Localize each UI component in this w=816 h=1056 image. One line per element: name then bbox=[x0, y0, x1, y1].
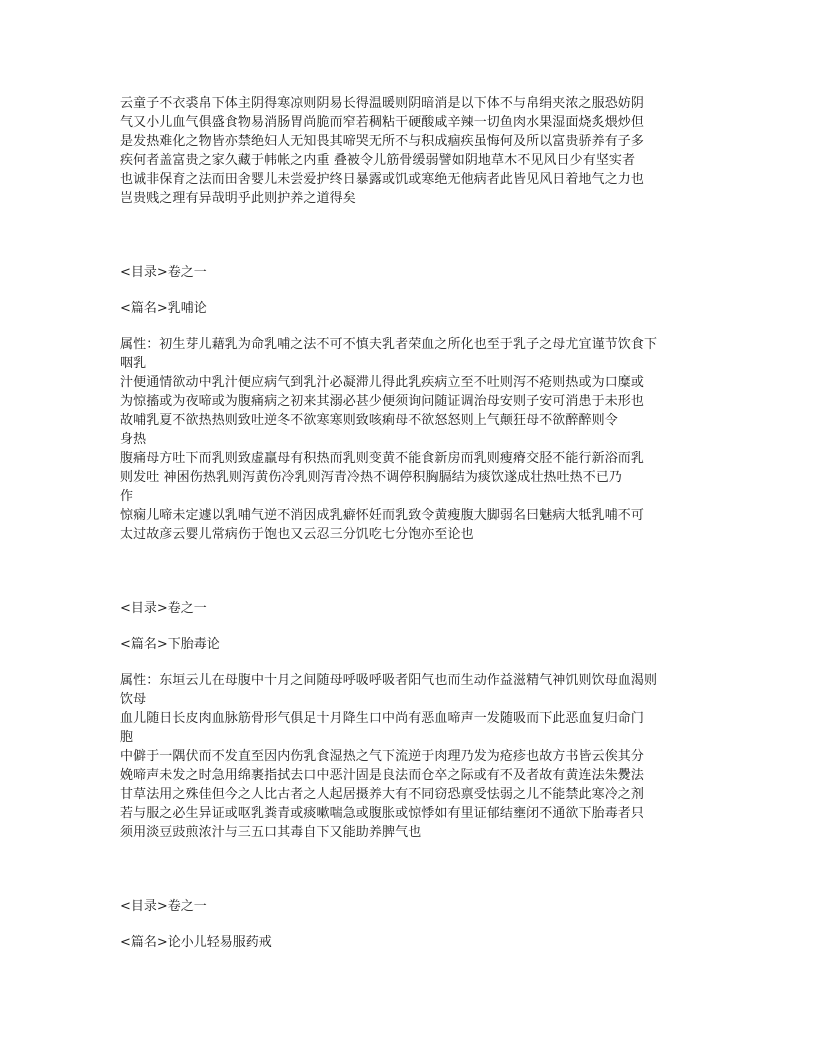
text-line: 若与服之必生异证或呕乳粪青或痰嗽喘急或腹胀或惊悸如有里证郁结壅闭不通欲下胎毒者只 bbox=[120, 806, 645, 821]
section-body bbox=[120, 335, 700, 544]
text-line: 汁便通情欲动中乳汁便应病气到乳汁必凝滞儿得此乳疾病立至不吐则泻不疮则热或为口糜或 bbox=[120, 375, 645, 390]
text-line: 岂贵贱之理有异哉明乎此则护养之道得矣 bbox=[120, 191, 356, 206]
catalog-heading: <目录>卷之一 bbox=[120, 265, 207, 280]
text-line: 腹痛母方吐下而乳则致虚羸母有积热而乳则变黄不能食新房而乳则瘦瘠交胫不能行新浴而乳 bbox=[120, 451, 645, 466]
text-line: 作 bbox=[120, 489, 134, 504]
text-line: 中僻于一隅伏而不发直至因内伤乳食湿热之气下流逆于肉理乃发为疮疹也故方书皆云俟其分 bbox=[120, 749, 645, 764]
catalog-heading: <目录>卷之一 bbox=[120, 899, 207, 914]
text-line: 咽乳 bbox=[120, 356, 147, 371]
text-line: 属性：东垣云儿在母腹中十月之间随母呼吸呼吸者阳气也而生动作益滋精气神饥则饮母血渴则 bbox=[120, 673, 658, 688]
chapter-title: <篇名>论小儿轻易服药戒 bbox=[120, 935, 272, 950]
text-line: 甘草法用之殊佳但今之人比古者之人起居摄养大有不同窃恐禀受怯弱之儿不能禁此寒冷之剂 bbox=[120, 787, 645, 802]
text-line: 娩啼声未发之时急用绵裹指拭去口中恶汁固是良法而仓卒之际或有不及者故有黄连法朱㸑法 bbox=[120, 768, 645, 783]
text-line: 太过故彦云婴儿常病伤于饱也又云忍三分饥吃七分饱亦至论也 bbox=[120, 527, 474, 542]
chapter-title: <篇名>乳哺论 bbox=[120, 301, 207, 316]
text-line: 血儿随日长皮肉血脉筋骨形气俱足十月降生口中尚有恶血啼声一发随吸而下此恶血复归命门 bbox=[120, 711, 645, 726]
text-line: 为惊搐或为夜啼或为腹痛病之初来其溺必甚少便须询问随证调治母安则子安可消患于未形也 bbox=[120, 394, 645, 409]
text-line: 则发吐 神困伤热乳则泻黄伤冷乳则泻青冷热不调停积胸膈结为痰饮遂成壮热吐热不已乃 bbox=[120, 470, 623, 485]
document-page bbox=[120, 94, 700, 952]
section-body bbox=[120, 671, 700, 842]
chapter-title: <篇名>下胎毒论 bbox=[120, 637, 220, 652]
text-line: 是发热难化之物皆亦禁绝妇人无知畏其啼哭无所不与积成痼疾虽悔何及所以富贵骄养有子多 bbox=[120, 134, 645, 149]
catalog-heading: <目录>卷之一 bbox=[120, 601, 207, 616]
text-line: 云童子不衣裘帛下体主阴得寒凉则阴易长得温暖则阴暗消是以下体不与帛绢夹浓之服恐妨阴 bbox=[120, 96, 645, 111]
text-line: 惊痫儿啼未定遽以乳哺气逆不消因成乳癖怀妊而乳致令黄瘦腹大脚弱名曰魅病大牴乳哺不可 bbox=[120, 508, 645, 523]
text-line: 也诚非保育之法而田舍婴儿未尝爱护终日暴露或饥或寒绝无他病者此皆见风日着地气之力也 bbox=[120, 172, 645, 187]
text-line: 气又小儿血气俱盛食物易消肠胃尚脆而窄若稠粘干硬酸咸辛辣一切鱼肉水果湿面烧炙煨炒但 bbox=[120, 115, 645, 130]
text-line: 故哺乳夏不欲热热则致吐逆冬不欲寒寒则致咳痢母不欲怒怒则上气颠狂母不欲醉醉则令 bbox=[120, 413, 618, 428]
text-line: 身热 bbox=[120, 432, 147, 447]
text-line: 属性：初生芽儿藉乳为命乳哺之法不可不慎夫乳者荣血之所化也至于乳子之母尤宜谨节饮食下 bbox=[120, 337, 658, 352]
text-line: 须用淡豆豉煎浓汁与三五口其毒自下又能助养脾气也 bbox=[120, 825, 422, 840]
text-line: 胞 bbox=[120, 730, 134, 745]
text-line: 饮母 bbox=[120, 692, 147, 707]
intro-paragraph bbox=[120, 94, 700, 208]
text-line: 疾何者盖富贵之家久藏于帏帐之内重 叠被令儿筋骨缓弱譬如阴地草木不见风日少有坚实者 bbox=[120, 153, 636, 168]
